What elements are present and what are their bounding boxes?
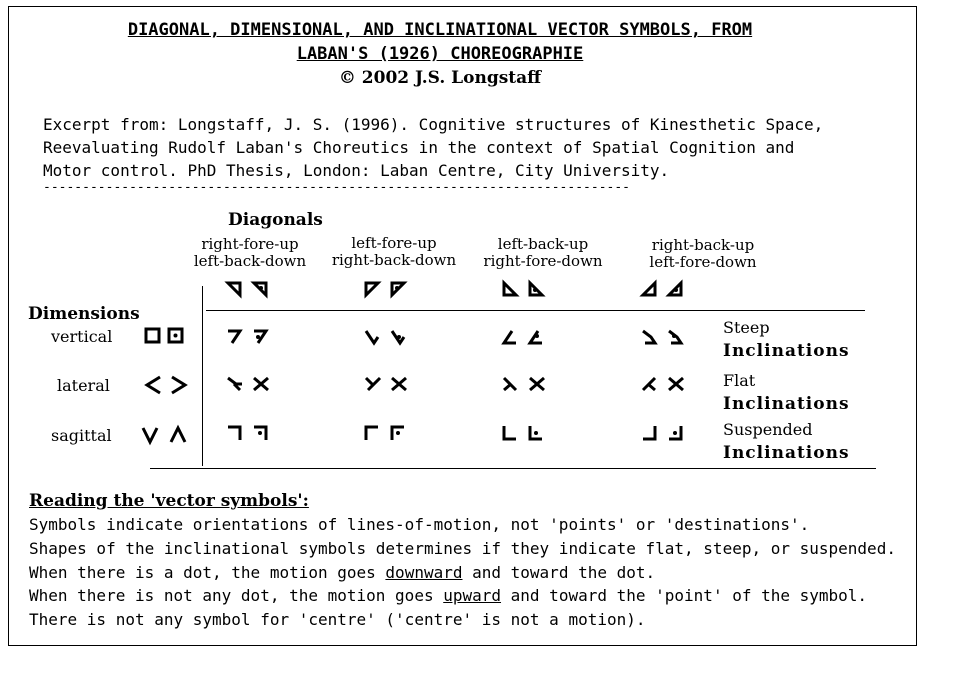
inclination-suspended-kind: Suspended: [723, 420, 813, 439]
lateral-left-icon: [147, 377, 160, 393]
reading-line-4-post: and toward the 'point' of the symbol.: [501, 586, 868, 605]
suspended-symbols-3: [502, 424, 550, 442]
lateral-right-icon: [172, 377, 185, 393]
flat-symbol-stroke-icon: [504, 384, 511, 390]
excerpt-line-3: Motor control. PhD Thesis, London: Laban Centre, City University.: [43, 161, 670, 180]
reading-line-4: [29, 586, 867, 605]
inclination-flat: [723, 369, 850, 416]
title-line-1: DIAGONAL, DIMENSIONAL, AND INCLINATIONAL VECTOR SYMBOLS, FROM: [127, 20, 753, 40]
reading-line-4-underlined: upward: [443, 586, 502, 605]
diagonal-label-3: [468, 236, 618, 270]
sagittal-back-icon: [143, 428, 157, 442]
suspended-symbol-icon: [643, 426, 655, 439]
dot-icon: [396, 431, 400, 435]
diagonal-3-bottom: right-fore-down: [483, 252, 603, 270]
dimension-label-lateral: lateral: [57, 376, 110, 395]
diagonal-symbols-4: [641, 281, 689, 299]
diagonal-label-4: [628, 237, 778, 271]
suspended-symbols-2: [364, 424, 412, 442]
inclination-flat-kind: Flat: [723, 371, 756, 390]
vertical-up-icon: [146, 329, 159, 342]
diag-symbol-left-back-up-icon: [504, 283, 516, 295]
steep-symbols-2: [364, 327, 412, 345]
dot-icon: [397, 335, 401, 339]
dot-icon: [672, 334, 676, 338]
dot-icon: [534, 431, 538, 435]
title-line-2: LABAN'S (1926) CHOREOGRAPHIE: [296, 44, 584, 64]
suspended-symbols-1: [226, 424, 274, 442]
diag-symbol-right-back-up-icon: [643, 283, 655, 295]
dimension-symbols-lateral: [144, 375, 190, 395]
inclination-steep: [723, 316, 850, 363]
diagonal-symbols-2: [364, 281, 412, 299]
diagonal-symbols-3: [502, 281, 550, 299]
reading-line-3-underlined: downward: [385, 563, 463, 582]
steep-symbols-3: [502, 327, 550, 345]
diagonals-heading: Diagonals: [228, 210, 323, 230]
reading-line-3: [29, 563, 655, 582]
excerpt-line-1: Excerpt from: Longstaff, J. S. (1996). Cognitive structures of Kinesthetic Space,: [43, 115, 824, 134]
diagonal-3-top: left-back-up: [497, 235, 589, 253]
diag-symbol-right-fore-up-icon: [228, 283, 240, 295]
steep-symbols-1: [226, 327, 274, 345]
excerpt-line-2: Reevaluating Rudolf Laban's Choreutics in the context of Spatial Cognition and: [43, 138, 795, 157]
dot-icon: [673, 431, 677, 435]
dimensions-heading: Dimensions: [28, 304, 140, 324]
dot-icon: [258, 431, 262, 435]
copyright: © 2002 J.S. Longstaff: [338, 68, 542, 88]
dot-icon: [395, 286, 399, 290]
sagittal-fore-icon: [171, 428, 185, 442]
dimension-label-vertical: vertical: [51, 327, 113, 346]
steep-symbol-icon: [228, 331, 240, 343]
diagonal-1-top: right-fore-up: [201, 235, 299, 253]
steep-symbol-icon: [366, 331, 378, 343]
dot-icon: [259, 286, 263, 290]
flat-symbol-stroke-icon: [648, 384, 655, 390]
steep-symbol-icon: [504, 331, 516, 343]
diag-symbol-left-fore-up-icon: [366, 283, 378, 295]
diagonal-2-bottom: right-back-down: [331, 251, 457, 269]
reading-line-3-pre: When there is a dot, the motion goes: [29, 563, 386, 582]
reading-line-5: There is not any symbol for 'centre' ('centre' is not a motion).: [29, 610, 646, 629]
suspended-symbol-icon: [366, 427, 378, 440]
diagonal-symbols-1: [226, 281, 274, 299]
reading-line-2: Shapes of the inclinational symbols determines if they indicate flat, steep, or suspended.: [29, 539, 896, 558]
dimension-symbols-vertical: [144, 327, 188, 345]
suspended-symbol-icon: [504, 426, 516, 439]
table-bottom-rule: [150, 468, 876, 469]
table-vertical-rule: [202, 286, 203, 466]
reading-heading: Reading the 'vector symbols':: [29, 491, 309, 511]
diagonal-2-top: left-fore-up: [351, 234, 437, 252]
inclination-suspended-word: Inclinations: [723, 443, 850, 463]
dot-icon: [174, 334, 178, 338]
diagonal-4-top: right-back-up: [651, 236, 755, 254]
flat-symbols-3: [502, 375, 550, 393]
diagonal-4-bottom: left-fore-down: [649, 253, 757, 271]
flat-symbols-4: [641, 375, 689, 393]
flat-symbols-2: [364, 375, 412, 393]
reading-line-4-pre: When there is not any dot, the motion goes: [29, 586, 444, 605]
inclination-steep-kind: Steep: [723, 318, 770, 337]
inclination-flat-word: Inclinations: [723, 394, 850, 414]
reading-line-3-post: and toward the dot.: [462, 563, 656, 582]
dimension-symbols-sagittal: [141, 425, 191, 445]
reading-line-1: Symbols indicate orientations of lines-of-motion, not 'points' or 'destinations'.: [29, 515, 810, 534]
table-top-rule: [206, 310, 865, 311]
dimension-label-sagittal: sagittal: [51, 426, 112, 445]
inclination-suspended: [723, 418, 850, 465]
dot-icon: [256, 335, 260, 339]
steep-symbols-4: [641, 327, 689, 345]
diagonal-label-1: [175, 236, 325, 270]
suspended-symbol-icon: [228, 427, 240, 440]
dot-icon: [674, 288, 678, 292]
suspended-symbols-4: [641, 424, 689, 442]
inclination-steep-word: Inclinations: [723, 341, 850, 361]
flat-symbols-1: [226, 375, 274, 393]
steep-symbol-icon: [643, 331, 655, 343]
separator-dashes: ---------------------------------------------------------------------------: [43, 180, 630, 195]
dot-icon: [535, 334, 539, 338]
diagonal-label-2: [319, 235, 469, 269]
diagonal-1-bottom: left-back-down: [193, 252, 307, 270]
dot-icon: [533, 288, 537, 292]
